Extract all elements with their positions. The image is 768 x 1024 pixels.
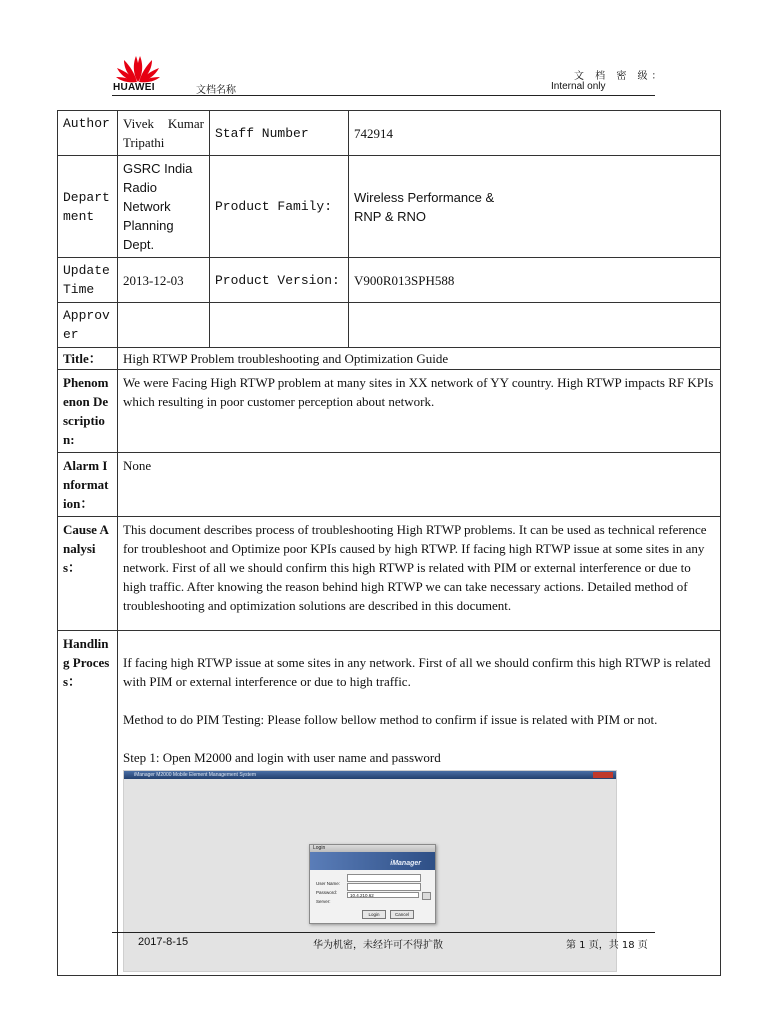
password-input [347, 883, 421, 891]
login-dialog-title: Login [310, 845, 435, 852]
header-divider [112, 95, 655, 96]
server-select: 10.4.210.62 [347, 892, 419, 898]
approver-extra-1 [210, 303, 349, 348]
product-version-value: V900R013SPH588 [349, 258, 721, 303]
handling-paragraph-3: Step 1: Open M2000 and login with user name and password [123, 750, 441, 765]
product-family-label: Product Family: [210, 156, 349, 258]
handling-content [118, 631, 721, 976]
department-value: GSRC India Radio Network Planning Dept. [118, 156, 210, 258]
footer-page-number: 第 1 页，共 18 页 [566, 940, 648, 951]
handling-paragraph-2: Method to do PIM Testing: Please follow bellow method to confirm if issue is related with PIM or not. [123, 712, 658, 727]
title-value: High RTWP Problem troubleshooting and Optimization Guide [118, 348, 721, 370]
server-more-icon [422, 892, 431, 900]
footer-confidential: 华为机密，未经许可不得扩散 [313, 940, 443, 951]
user-name-input [347, 874, 421, 882]
login-banner-text: iManager [390, 860, 421, 867]
handling-paragraph-1: If facing high RTWP issue at some sites in any network. First of all we should confirm this high RTWP is related with PIM or external interference or due to high traffic. [123, 655, 711, 689]
security-level-label: 文 档 密 级： [574, 71, 666, 82]
author-label: Author [58, 111, 118, 156]
doc-name-label: 文档名称 [196, 85, 236, 96]
staff-number-label: Staff Number [210, 111, 349, 156]
screenshot-window-title: iManager M2000 Mobile Element Management System [134, 772, 257, 778]
title-label: Title： [58, 348, 118, 370]
alarm-label: Alarm Information： [58, 453, 118, 517]
login-banner [310, 852, 435, 870]
product-version-label: Product Version: [210, 258, 349, 303]
server-label: Server: [316, 899, 331, 904]
alarm-value: None [118, 453, 721, 517]
login-dialog [309, 844, 436, 924]
handling-label: Handling Process： [58, 631, 118, 976]
approver-label: Approver [58, 303, 118, 348]
cause-label: Cause Analysis： [58, 517, 118, 631]
cancel-button: Cancel [390, 910, 414, 919]
product-family-value [349, 156, 721, 258]
security-level-value: Internal only [551, 81, 606, 92]
phenomenon-label: Phenomenon Description: [58, 370, 118, 453]
department-label: Department [58, 156, 118, 258]
screenshot-titlebar [124, 771, 616, 779]
brand-name: HUAWEI [113, 82, 155, 93]
update-time-label: Update Time [58, 258, 118, 303]
document-info-table [57, 110, 721, 976]
page-header [0, 0, 768, 100]
approver-extra-2 [349, 303, 721, 348]
author-value: Vivek Kumar Tripathi [118, 111, 210, 156]
login-button: Login [362, 910, 386, 919]
update-time-value: 2013-12-03 [118, 258, 210, 303]
footer-divider [112, 932, 655, 933]
approver-value [118, 303, 210, 348]
cause-value: This document describes process of troubleshooting High RTWP problems. It can be used as technical reference for troubleshoot and Optimize poor KPIs caused by high RTWP. If facing high RTWP issue at some sites in any network. First of all we should confirm this high RTWP is related with PIM or external interference or due to high traffic. After knowing the reason behind high RTWP we can take necessary actions. Detailed method of troubleshooting and optimization solutions are described in this document. [118, 517, 721, 631]
window-controls-icon [593, 772, 613, 778]
product-family-text: Wireless Performance & RNP & RNO [354, 189, 495, 224]
phenomenon-value: We were Facing High RTWP problem at many sites in XX network of YY country. High RTWP impacts RF KPIs which resulting in poor customer perception about network. [118, 370, 721, 453]
password-label: Password: [316, 890, 338, 895]
staff-number-value: 742914 [349, 111, 721, 156]
user-name-label: User Name: [316, 881, 341, 886]
footer-date: 2017-8-15 [138, 936, 189, 948]
